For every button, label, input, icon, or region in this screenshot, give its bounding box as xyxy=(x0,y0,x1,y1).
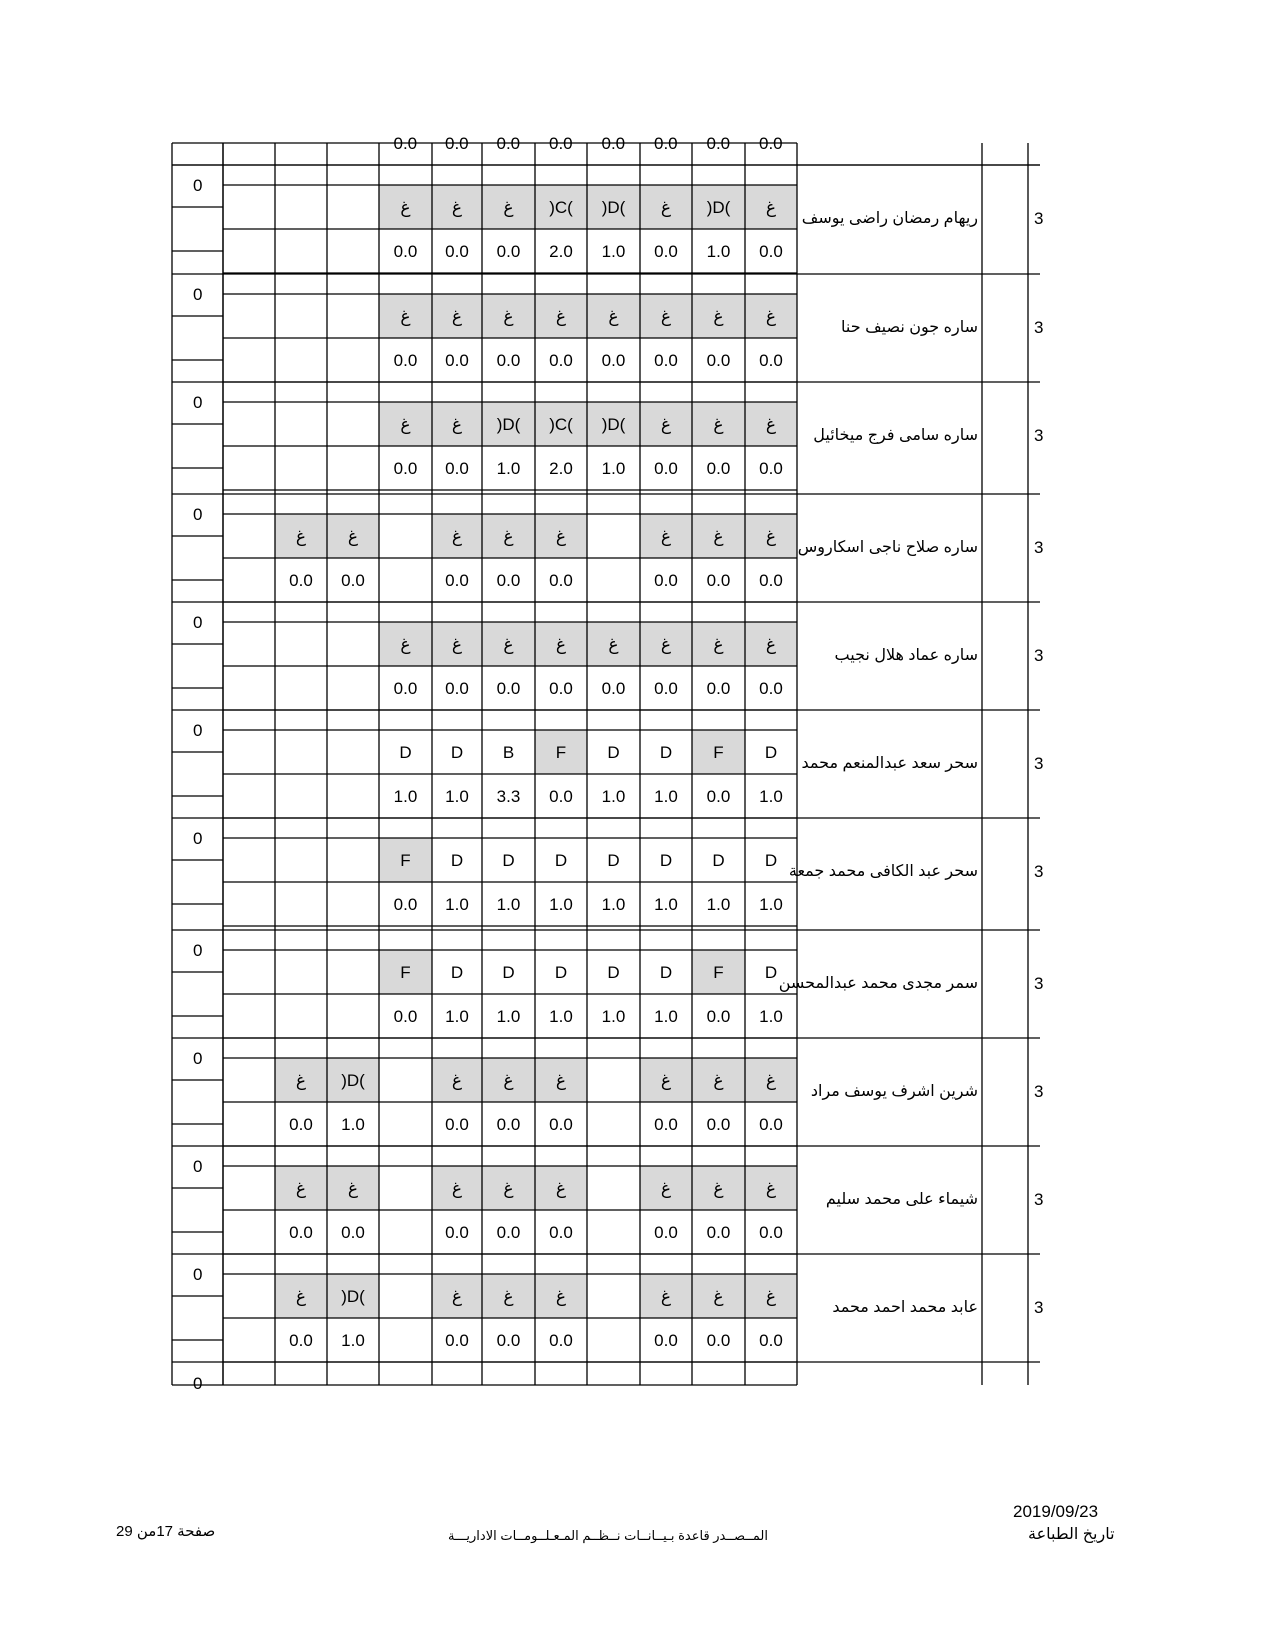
points-cell xyxy=(327,666,379,710)
points-cell: 0.0 xyxy=(445,1222,469,1242)
points-cell xyxy=(223,229,275,273)
points-cell: 3.3 xyxy=(496,786,521,806)
grade-cell: غ xyxy=(451,634,463,654)
rank-value: 0 xyxy=(193,1374,203,1393)
student-name: ساره جون نصيف حنا xyxy=(841,319,978,336)
student-name: ريهام رمضان راضى يوسف xyxy=(801,210,978,227)
grade-cell: غ xyxy=(713,1178,724,1198)
student-name: ساره سامى فرج ميخائيل xyxy=(813,427,978,444)
level-value: 3 xyxy=(1034,318,1044,337)
points-cell: 0.0 xyxy=(445,350,469,370)
points-cell: 1.0 xyxy=(496,458,521,478)
grade-cell: غ xyxy=(660,414,672,434)
points-cell: 0.0 xyxy=(759,1114,783,1134)
grade-cell: D xyxy=(607,850,620,870)
grade-cell xyxy=(223,730,275,774)
grade-cell xyxy=(379,1274,432,1318)
points-cell: 0.0 xyxy=(549,1222,573,1242)
grade-cell: غ xyxy=(451,414,463,434)
page-number: صفحة 17من 29 xyxy=(116,1523,216,1540)
grade-cell: غ xyxy=(503,1286,514,1306)
grade-cell: غ xyxy=(400,634,411,654)
points-cell: 0.0 xyxy=(601,678,626,698)
grade-cell: F xyxy=(713,962,724,982)
points-cell: 0.0 xyxy=(706,458,731,478)
grade-cell xyxy=(223,294,275,338)
grade-cell xyxy=(223,838,275,882)
student-name: سحر سعد عبدالمنعم محمد xyxy=(801,755,978,772)
grade-cell: B xyxy=(502,742,515,762)
level-value: 3 xyxy=(1034,646,1044,665)
grade-cell xyxy=(587,514,640,558)
points-cell: 0.0 xyxy=(393,1006,418,1026)
rank-value: 0 xyxy=(193,829,203,848)
points-cell: 0.0 xyxy=(445,458,469,478)
points-cell: 0.0 xyxy=(549,678,573,698)
grade-cell: D xyxy=(659,850,673,870)
grade-cell xyxy=(327,838,379,882)
grade-cell: غ xyxy=(660,634,672,654)
points-cell: 1.0 xyxy=(706,241,731,261)
grade-cell: غ xyxy=(713,1070,724,1090)
grade-cell: غ xyxy=(660,1070,672,1090)
points-cell xyxy=(379,1318,432,1362)
grade-cell: F xyxy=(713,742,724,762)
points-cell: 0.0 xyxy=(759,241,783,261)
points-cell: 0.0 xyxy=(445,1114,469,1134)
print-date-label: تاريخ الطباعة xyxy=(1028,1526,1115,1543)
student-name: سحر عبد الكافى محمد جمعة xyxy=(788,863,978,880)
points-cell: 1.0 xyxy=(706,894,731,914)
points-cell: 0.0 xyxy=(341,570,365,590)
points-cell xyxy=(223,994,275,1038)
grade-cell: D xyxy=(450,850,464,870)
level-value: 3 xyxy=(1034,1298,1044,1317)
grade-cell: )D( xyxy=(341,1070,365,1090)
grade-cell xyxy=(327,622,379,666)
points-cell xyxy=(327,338,379,382)
points-cell: 1.0 xyxy=(601,458,626,478)
grade-cell xyxy=(223,1166,275,1210)
points-cell: 1.0 xyxy=(601,786,626,806)
points-cell: 1.0 xyxy=(341,1330,365,1350)
points-cell: 0.0 xyxy=(393,241,418,261)
grade-cell: D xyxy=(659,742,673,762)
grade-cell: )D( xyxy=(601,197,626,217)
grade-cell: غ xyxy=(503,1178,514,1198)
grade-cell: D xyxy=(712,850,725,870)
student-name: ساره صلاح ناجى اسكاروس xyxy=(797,539,978,556)
points-cell: 1.0 xyxy=(601,1006,626,1026)
grade-cell: غ xyxy=(765,1178,777,1198)
grade-cell: D xyxy=(764,742,778,762)
grade-cell: غ xyxy=(451,197,463,217)
points-cell xyxy=(587,1102,640,1146)
grade-cell: غ xyxy=(660,197,672,217)
points-cell: 1.0 xyxy=(601,241,626,261)
points-cell: 0.0 xyxy=(496,570,521,590)
points-cell xyxy=(327,446,379,490)
points-cell: 1.0 xyxy=(445,894,469,914)
points-cell xyxy=(327,994,379,1038)
partial-top-value: 0.0 xyxy=(601,134,626,153)
grade-cell: غ xyxy=(660,1178,672,1198)
grade-cell: D xyxy=(399,742,412,762)
points-cell: 2.0 xyxy=(549,458,573,478)
points-cell xyxy=(275,774,327,818)
points-cell xyxy=(587,1210,640,1254)
points-cell: 1.0 xyxy=(654,1006,678,1026)
grade-cell xyxy=(327,950,379,994)
student-name: ساره عماد هلال نجيب xyxy=(834,647,978,664)
points-cell: 0.0 xyxy=(654,570,678,590)
grade-cell xyxy=(379,1058,432,1102)
grade-cell: غ xyxy=(295,1286,307,1306)
grade-cell: غ xyxy=(713,1286,724,1306)
grade-cell xyxy=(275,294,327,338)
grade-cell: غ xyxy=(765,634,777,654)
grade-cell: غ xyxy=(503,197,514,217)
points-cell xyxy=(587,1318,640,1362)
points-cell: 0.0 xyxy=(445,1330,469,1350)
points-cell: 0.0 xyxy=(393,894,418,914)
grade-cell xyxy=(275,402,327,446)
grade-cell: غ xyxy=(713,634,724,654)
grade-cell: D xyxy=(764,850,778,870)
grade-cell: غ xyxy=(503,634,514,654)
grade-cell xyxy=(327,294,379,338)
rank-value: 0 xyxy=(193,393,203,412)
grade-cell: D xyxy=(554,962,568,982)
grade-cell: غ xyxy=(503,306,514,326)
points-cell: 2.0 xyxy=(549,241,573,261)
points-cell: 0.0 xyxy=(289,1330,313,1350)
points-cell: 0.0 xyxy=(654,241,678,261)
points-cell: 0.0 xyxy=(654,1114,678,1134)
grade-cell: غ xyxy=(608,306,619,326)
grade-cell: D xyxy=(502,850,515,870)
grade-cell: غ xyxy=(555,634,567,654)
student-name: عابد محمد احمد محمد xyxy=(832,1299,978,1316)
points-cell: 0.0 xyxy=(706,1330,731,1350)
grade-cell: غ xyxy=(713,306,724,326)
points-cell xyxy=(223,1318,275,1362)
points-cell: 0.0 xyxy=(759,570,783,590)
points-cell: 0.0 xyxy=(759,458,783,478)
level-value: 3 xyxy=(1034,974,1044,993)
student-name: سمر مجدى محمد عبدالمحسن xyxy=(778,975,978,992)
points-cell xyxy=(327,882,379,926)
partial-top-value: 0.0 xyxy=(654,134,678,153)
grade-cell: غ xyxy=(713,526,724,546)
points-cell xyxy=(275,882,327,926)
points-cell xyxy=(223,338,275,382)
grade-cell xyxy=(223,1274,275,1318)
points-cell xyxy=(223,1102,275,1146)
points-cell: 1.0 xyxy=(393,786,418,806)
partial-top-value: 0.0 xyxy=(393,134,418,153)
grade-cell: غ xyxy=(347,526,359,546)
rank-value: 0 xyxy=(193,941,203,960)
grade-cell: غ xyxy=(295,526,307,546)
points-cell xyxy=(327,229,379,273)
points-cell: 0.0 xyxy=(549,1114,573,1134)
points-cell: 0.0 xyxy=(654,1330,678,1350)
grade-cell: غ xyxy=(555,1070,567,1090)
level-value: 3 xyxy=(1034,862,1044,881)
grade-cell: )D( xyxy=(341,1286,365,1306)
points-cell: 0.0 xyxy=(706,786,731,806)
points-cell: 0.0 xyxy=(759,350,783,370)
grade-cell: غ xyxy=(765,526,777,546)
grade-cell: )C( xyxy=(549,197,573,217)
partial-top-value: 0.0 xyxy=(549,134,573,153)
source-note: المــصــدر قاعدة بـيــانــات نــظــم المـعـلــومــات الاداريـــة xyxy=(448,1528,768,1543)
rank-value: 0 xyxy=(193,285,203,304)
level-value: 3 xyxy=(1034,209,1044,228)
level-value: 3 xyxy=(1034,538,1044,557)
grade-cell xyxy=(275,838,327,882)
grade-cell: غ xyxy=(451,1178,463,1198)
points-cell: 0.0 xyxy=(759,1330,783,1350)
points-cell: 0.0 xyxy=(654,350,678,370)
points-cell: 0.0 xyxy=(549,1330,573,1350)
points-cell: 0.0 xyxy=(341,1222,365,1242)
points-cell xyxy=(379,1210,432,1254)
grade-cell: غ xyxy=(555,1178,567,1198)
points-cell: 0.0 xyxy=(289,1222,313,1242)
points-cell: 0.0 xyxy=(496,1330,521,1350)
points-cell: 0.0 xyxy=(496,350,521,370)
grade-cell xyxy=(275,622,327,666)
points-cell: 0.0 xyxy=(706,570,731,590)
grade-cell: غ xyxy=(451,306,463,326)
points-cell xyxy=(379,1102,432,1146)
rank-value: 0 xyxy=(193,1265,203,1284)
grade-cell: غ xyxy=(555,1286,567,1306)
points-cell: 0.0 xyxy=(496,1222,521,1242)
grade-cell xyxy=(223,514,275,558)
grade-cell: )D( xyxy=(601,414,626,434)
level-value: 3 xyxy=(1034,754,1044,773)
grade-cell xyxy=(275,185,327,229)
grade-cell: )D( xyxy=(496,414,521,434)
points-cell: 0.0 xyxy=(496,1114,521,1134)
rank-value: 0 xyxy=(193,505,203,524)
grade-cell: غ xyxy=(555,306,567,326)
grade-cell: غ xyxy=(503,1070,514,1090)
grade-cell: F xyxy=(400,962,411,982)
grade-cell xyxy=(275,950,327,994)
points-cell: 0.0 xyxy=(706,350,731,370)
grade-cell: غ xyxy=(660,1286,672,1306)
points-cell: 0.0 xyxy=(496,678,521,698)
grade-cell xyxy=(327,185,379,229)
grade-cell: غ xyxy=(503,526,514,546)
points-cell: 1.0 xyxy=(445,786,469,806)
print-date: 2019/09/23 xyxy=(1013,1502,1099,1521)
points-cell: 0.0 xyxy=(445,678,469,698)
points-cell xyxy=(587,558,640,602)
points-cell xyxy=(223,882,275,926)
grade-cell: غ xyxy=(451,1286,463,1306)
points-cell: 1.0 xyxy=(601,894,626,914)
points-cell: 0.0 xyxy=(706,1114,731,1134)
partial-top-value: 0.0 xyxy=(496,134,521,153)
grade-cell xyxy=(223,1058,275,1102)
grade-cell xyxy=(275,730,327,774)
grade-cell: غ xyxy=(295,1178,307,1198)
points-cell: 0.0 xyxy=(393,678,418,698)
points-cell xyxy=(275,446,327,490)
level-value: 3 xyxy=(1034,426,1044,445)
points-cell: 1.0 xyxy=(654,894,678,914)
grade-cell: غ xyxy=(400,197,411,217)
grade-cell: غ xyxy=(660,526,672,546)
points-cell xyxy=(223,446,275,490)
grade-cell xyxy=(379,514,432,558)
points-cell: 0.0 xyxy=(496,241,521,261)
points-cell xyxy=(223,558,275,602)
points-cell: 1.0 xyxy=(341,1114,365,1134)
grade-cell xyxy=(223,622,275,666)
grade-cell: غ xyxy=(765,306,777,326)
grade-cell: غ xyxy=(765,1286,777,1306)
grade-cell xyxy=(587,1274,640,1318)
grade-cell: غ xyxy=(347,1178,359,1198)
grade-cell xyxy=(587,1166,640,1210)
points-cell xyxy=(223,666,275,710)
rank-value: 0 xyxy=(193,613,203,632)
points-cell: 0.0 xyxy=(706,678,731,698)
points-cell xyxy=(275,666,327,710)
points-cell: 1.0 xyxy=(549,894,573,914)
grade-cell xyxy=(587,1058,640,1102)
points-cell: 0.0 xyxy=(549,570,573,590)
points-cell: 1.0 xyxy=(549,1006,573,1026)
grade-cell xyxy=(223,402,275,446)
grade-cell xyxy=(223,185,275,229)
points-cell: 1.0 xyxy=(759,1006,783,1026)
points-cell: 1.0 xyxy=(654,786,678,806)
points-cell: 0.0 xyxy=(549,786,573,806)
points-cell: 0.0 xyxy=(759,1222,783,1242)
grade-cell xyxy=(223,950,275,994)
grade-cell: غ xyxy=(660,306,672,326)
partial-top-value: 0.0 xyxy=(759,134,783,153)
grade-cell: غ xyxy=(608,634,619,654)
points-cell: 0.0 xyxy=(289,570,313,590)
points-cell: 1.0 xyxy=(759,786,783,806)
grade-cell: )D( xyxy=(706,197,731,217)
grade-cell: غ xyxy=(555,526,567,546)
rank-value: 0 xyxy=(193,721,203,740)
grade-cell: غ xyxy=(295,1070,307,1090)
points-cell: 0.0 xyxy=(445,570,469,590)
points-cell: 0.0 xyxy=(393,350,418,370)
points-cell xyxy=(379,558,432,602)
grade-cell: غ xyxy=(765,197,777,217)
level-value: 3 xyxy=(1034,1190,1044,1209)
points-cell xyxy=(327,774,379,818)
grade-cell: غ xyxy=(451,526,463,546)
points-cell xyxy=(275,229,327,273)
grade-cell xyxy=(379,1166,432,1210)
points-cell xyxy=(223,774,275,818)
student-name: شيماء على محمد سليم xyxy=(825,1191,978,1208)
grade-cell: F xyxy=(555,742,567,762)
grade-cell: D xyxy=(450,962,464,982)
grade-cell xyxy=(327,402,379,446)
partial-top-value: 0.0 xyxy=(706,134,731,153)
points-cell xyxy=(223,1210,275,1254)
partial-top-value: 0.0 xyxy=(445,134,469,153)
grade-cell: D xyxy=(659,962,673,982)
grade-cell: F xyxy=(400,850,411,870)
points-cell: 0.0 xyxy=(445,241,469,261)
points-cell: 0.0 xyxy=(393,458,418,478)
points-cell: 0.0 xyxy=(706,1222,731,1242)
points-cell: 0.0 xyxy=(601,350,626,370)
grade-cell: D xyxy=(607,962,620,982)
points-cell: 0.0 xyxy=(759,678,783,698)
points-cell: 0.0 xyxy=(654,678,678,698)
grade-cell xyxy=(327,730,379,774)
points-cell: 0.0 xyxy=(654,1222,678,1242)
grade-cell: )C( xyxy=(549,414,573,434)
points-cell xyxy=(275,338,327,382)
points-cell: 1.0 xyxy=(759,894,783,914)
points-cell: 1.0 xyxy=(496,1006,521,1026)
grade-cell: D xyxy=(450,742,464,762)
grade-cell: غ xyxy=(765,1070,777,1090)
grade-cell: D xyxy=(764,962,778,982)
grade-cell: غ xyxy=(765,414,777,434)
grade-cell: غ xyxy=(400,414,411,434)
student-name: شرين اشرف يوسف مراد xyxy=(810,1083,978,1100)
rank-value: 0 xyxy=(193,1049,203,1068)
points-cell: 0.0 xyxy=(654,458,678,478)
points-cell: 0.0 xyxy=(289,1114,313,1134)
grade-cell: D xyxy=(554,850,568,870)
grade-cell: D xyxy=(502,962,515,982)
points-cell: 1.0 xyxy=(496,894,521,914)
rank-value: 0 xyxy=(193,176,203,195)
points-cell: 0.0 xyxy=(706,1006,731,1026)
grade-cell: غ xyxy=(400,306,411,326)
points-cell: 0.0 xyxy=(549,350,573,370)
points-cell xyxy=(275,994,327,1038)
rank-value: 0 xyxy=(193,1157,203,1176)
level-value: 3 xyxy=(1034,1082,1044,1101)
points-cell: 1.0 xyxy=(445,1006,469,1026)
grade-cell: غ xyxy=(451,1070,463,1090)
grade-cell: غ xyxy=(713,414,724,434)
grade-cell: D xyxy=(607,742,620,762)
